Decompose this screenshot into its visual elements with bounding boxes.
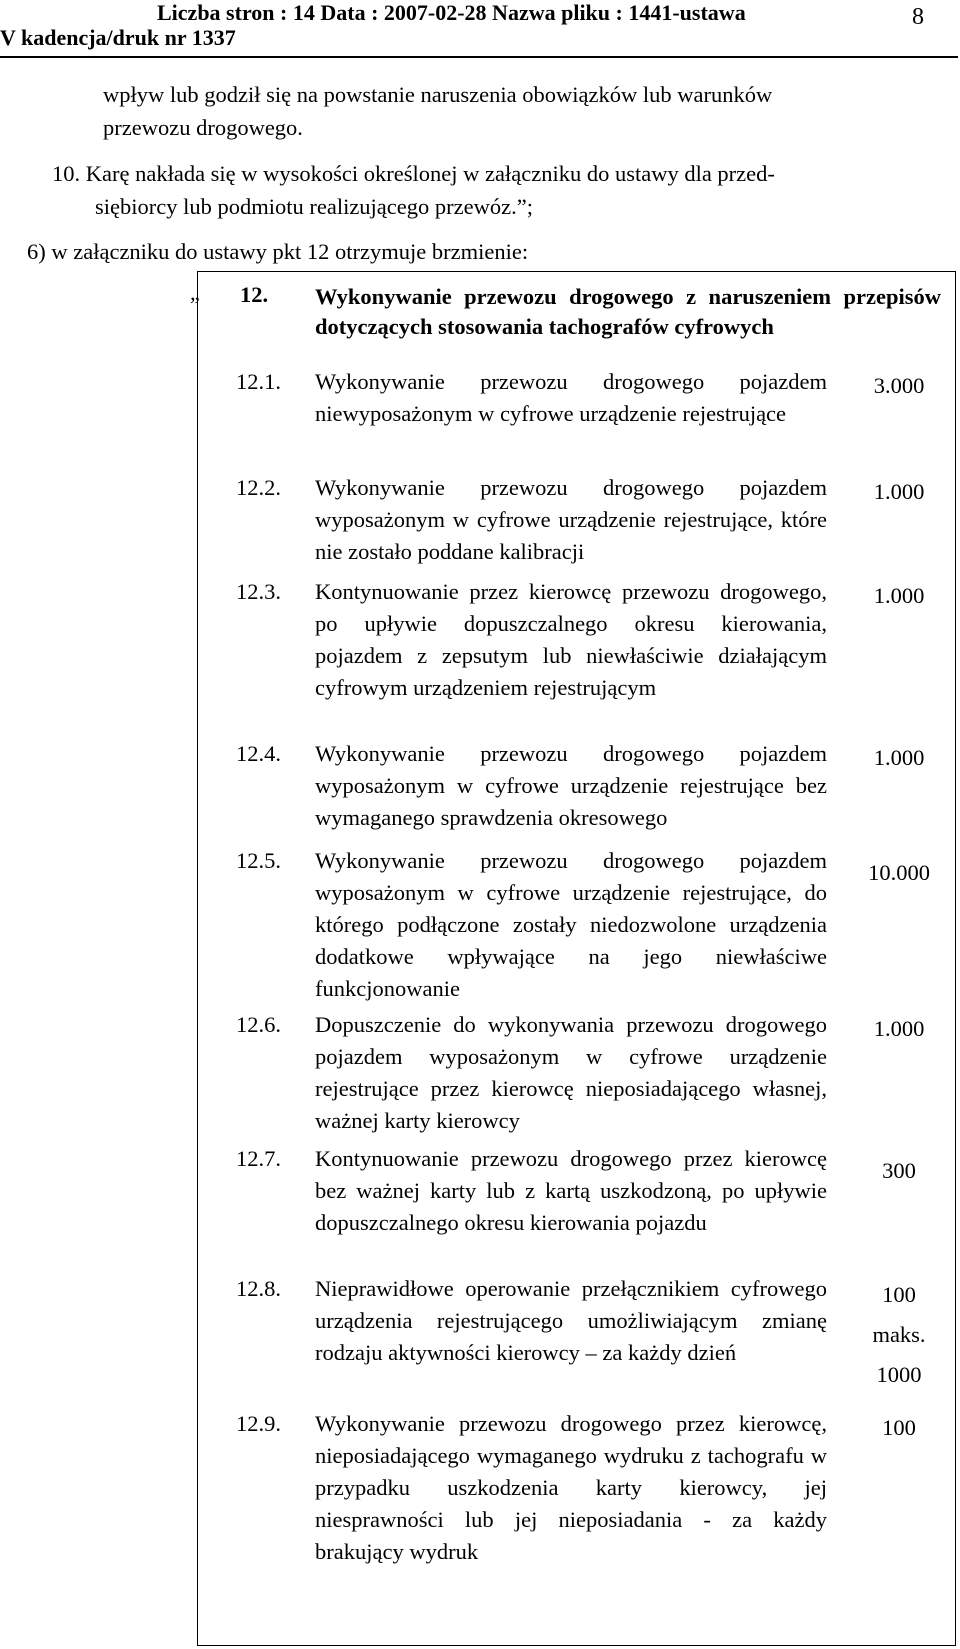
text-line: siębiorcy lub podmiotu realizującego przewóz.”; — [95, 194, 533, 219]
text-line: 6) w załączniku do ustawy pkt 12 otrzymuje brzmienie: — [27, 239, 529, 264]
text-line: wpływ lub godził się na powstanie naruszenia obowiązków lub warunków — [103, 82, 773, 107]
row-description: Nieprawidłowe operowanie przełącznikiem cyfrowego urządzenia rejestrującego umożliwiającym zmianę rodzaju aktywności kierowcy – za każdy dzień — [315, 1276, 827, 1365]
row-number: 12.6. — [236, 1012, 281, 1037]
row-amount — [850, 472, 948, 512]
amount-line: 1.000 — [873, 583, 925, 608]
row-number: 12.7. — [236, 1146, 281, 1171]
text-line: 10. Karę nakłada się w wysokości określonej w załączniku do ustawy dla przed- — [52, 161, 775, 186]
row-description: Kontynuowanie przewozu drogowego przez kierowcę bez ważnej karty lub z kartą uszkodzoną, po upływie dopuszczalnego okresu kierowania pojazdu — [315, 1146, 827, 1235]
paragraph-point-10 — [52, 157, 932, 223]
amount-line: 1.000 — [873, 479, 925, 504]
row-description: Dopuszczenie do wykonywania przewozu drogowego pojazdem wyposażonym w cyfrowe urządzenie rejestrujące przez kierowcę nieposiadającego własnej, ważnej karty kierowcy — [315, 1012, 827, 1133]
row-description: Wykonywanie przewozu drogowego pojazdem wyposażonym w cyfrowe urządzenie rejestrujące, do którego podłączone zostały niedozwolone urządzenia dodatkowe wpływające na jego niewłaściwe funkcjonowanie — [315, 848, 827, 1001]
row-description: Wykonywanie przewozu drogowego pojazdem wyposażonym w cyfrowe urządzenie rejestrujące, które nie zostało poddane kalibracji — [315, 475, 827, 564]
opening-quote-mark: „ — [190, 280, 200, 305]
row-amount — [850, 738, 948, 778]
row-number: 12.1. — [236, 369, 281, 394]
amount-line: 1.000 — [873, 745, 925, 770]
row-description: Wykonywanie przewozu drogowego pojazdem niewyposażonym w cyfrowe urządzenie rejestrujące — [315, 369, 827, 426]
row-amount — [850, 1275, 948, 1395]
amount-line: 1000 — [876, 1362, 922, 1387]
amount-line: 100 — [882, 1282, 916, 1307]
row-amount — [850, 1408, 948, 1448]
paragraph-continuation — [103, 78, 933, 144]
row-amount — [850, 853, 948, 893]
page-number: 8 — [912, 4, 924, 30]
section-number: 12. — [240, 282, 269, 307]
amount-line: 300 — [882, 1158, 916, 1183]
amount-line: maks. — [872, 1322, 926, 1347]
paragraph-point-6 — [27, 235, 927, 268]
row-amount — [850, 1009, 948, 1049]
row-description: Kontynuowanie przez kierowcę przewozu drogowego, po upływie dopuszczalnego okresu kierowania, pojazdem z zepsutym lub niewłaściwie działającym cyfrowym urządzeniem rejestrującym — [315, 579, 827, 700]
text-line: przewozu drogowego. — [103, 115, 303, 140]
row-description: Wykonywanie przewozu drogowego przez kierowcę, nieposiadającego wymaganego wydruku z tachografu w przypadku uszkodzenia karty kierowcy, jej niesprawności lub jej nieposiadania - za każdy brakujący wydruk — [315, 1411, 827, 1564]
header-document-info: Liczba stron : 14 Data : 2007-02-28 Nazwa pliku : 1441-ustawa — [157, 0, 746, 25]
row-amount — [850, 576, 948, 616]
amount-line: 10.000 — [868, 860, 930, 885]
amount-line: 100 — [882, 1415, 916, 1440]
amount-line: 3.000 — [873, 373, 925, 398]
row-amount — [850, 366, 948, 406]
row-number: 12.2. — [236, 475, 281, 500]
header-rule — [0, 56, 958, 58]
row-description: Wykonywanie przewozu drogowego pojazdem wyposażonym w cyfrowe urządzenie rejestrujące bez wymaganego sprawdzenia okresowego — [315, 741, 827, 830]
row-amount — [850, 1151, 948, 1191]
row-number: 12.3. — [236, 579, 281, 604]
row-number: 12.5. — [236, 848, 281, 873]
header-print-number: V kadencja/druk nr 1337 — [0, 25, 236, 50]
section-title: Wykonywanie przewozu drogowego z naruszeniem przepisów dotyczących stosowania tachografów cyfrowych — [315, 284, 941, 339]
amount-line: 1.000 — [873, 1016, 925, 1041]
row-number: 12.4. — [236, 741, 281, 766]
row-number: 12.8. — [236, 1276, 281, 1301]
row-number: 12.9. — [236, 1411, 281, 1436]
